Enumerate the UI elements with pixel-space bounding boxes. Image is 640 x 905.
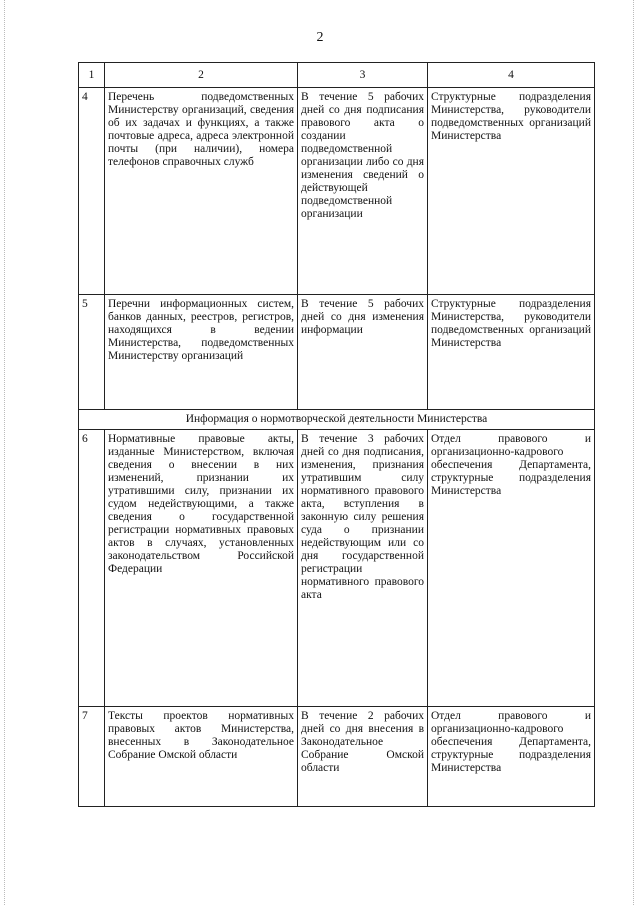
row-responsible: Структурные подразделения Министерства, руководители подведомственных организаций Министерства (428, 295, 595, 410)
row-term: В течение 5 рабочих дней со дня изменения информации (298, 295, 428, 410)
row-number: 7 (79, 707, 105, 807)
table-row (79, 430, 595, 707)
section-title: Информация о нормотворческой деятельности Министерства (79, 410, 595, 430)
page-number: 2 (316, 30, 324, 45)
row-information: Перечень подведомственных Министерству организаций, сведения об их задачах и функциях, а также почтовые адреса, адреса электронной почты (при наличии), номера телефонов справочных служб (105, 88, 298, 295)
table-header-row (79, 63, 595, 88)
section-row (79, 410, 595, 430)
row-responsible: Отдел правового и организационно-кадрового обеспечения Департамента, структурные подразделения Министерства (428, 707, 595, 807)
row-term: В течение 3 рабочих дней со дня подписания, изменения, признания утратившим силу нормативного правового акта, вступления в законную силу решения суда о признании недействующим или со дня государственной регистрации нормативного правового акта (298, 430, 428, 707)
table-row (79, 707, 595, 807)
information-table (78, 62, 595, 807)
row-number: 4 (79, 88, 105, 295)
row-information: Тексты проектов нормативных правовых актов Министерства, внесенных в Законодательное Собрание Омской области (105, 707, 298, 807)
row-responsible: Структурные подразделения Министерства, руководители подведомственных организаций Министерства (428, 88, 595, 295)
row-term: В течение 5 рабочих дней со дня подписания правового акта о создании подведомственной организации либо со дня изменения сведений о действующей подведомственной организации (298, 88, 428, 295)
header-col-2: 2 (105, 63, 298, 88)
row-number: 6 (79, 430, 105, 707)
table-row (79, 295, 595, 410)
row-term: В течение 2 рабочих дней со дня внесения в Законодательное Собрание Омской области (298, 707, 428, 807)
row-information: Нормативные правовые акты, изданные Министерством, включая сведения о внесении в них изменений, признании их утратившими силу, признании их судом недействующими, а также сведения о государственной регистрации нормативных правовых актов в случаях, установленных законодательством Российской Федерации (105, 430, 298, 707)
header-col-4: 4 (428, 63, 595, 88)
table-row (79, 88, 595, 295)
row-information: Перечни информационных систем, банков данных, реестров, регистров, находящихся в ведении Министерства, подведомственных Министерству организаций (105, 295, 298, 410)
header-col-1: 1 (79, 63, 105, 88)
row-responsible: Отдел правового и организационно-кадрового обеспечения Департамента, структурные подразделения Министерства (428, 430, 595, 707)
right-margin-guide (633, 0, 636, 905)
left-margin-guide (4, 0, 7, 905)
row-number: 5 (79, 295, 105, 410)
header-col-3: 3 (298, 63, 428, 88)
